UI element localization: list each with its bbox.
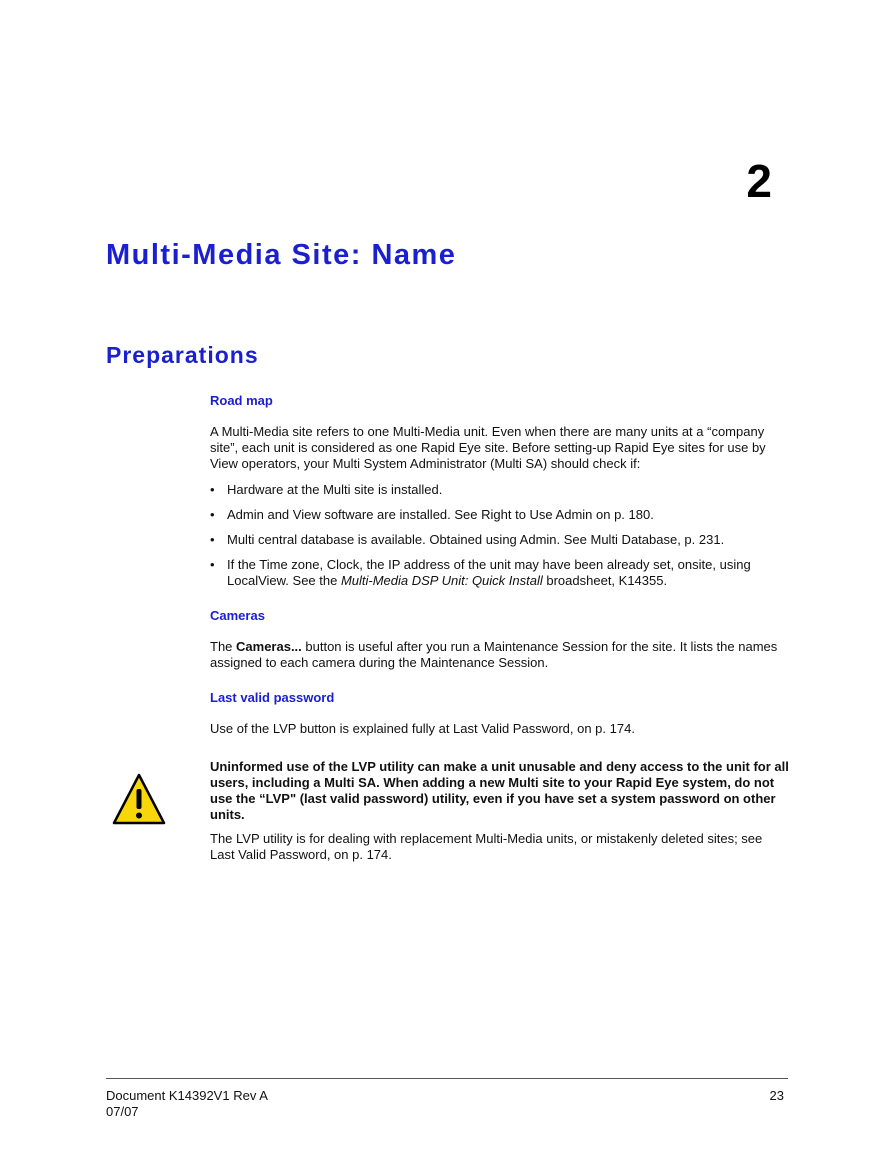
cameras-button-name: Cameras...: [236, 639, 302, 654]
chapter-number: 2: [746, 155, 772, 207]
list-item-text: Hardware at the Multi site is installed.: [227, 482, 443, 497]
bullet-icon: •: [210, 557, 215, 572]
cameras-heading: Cameras: [210, 608, 265, 623]
list-item: [210, 532, 790, 548]
list-item-text: Admin and View software are installed. See Right to Use Admin on p. 180.: [227, 507, 654, 522]
bullet-icon: •: [210, 532, 215, 547]
page-number: 23: [769, 1088, 784, 1103]
list-item: [210, 482, 790, 498]
list-item: [210, 557, 790, 589]
lvp-paragraph: Use of the LVP button is explained fully at Last Valid Password, on p. 174.: [210, 721, 635, 736]
document-number: Document K14392V1 Rev A: [106, 1088, 268, 1103]
roadmap-bullet-list: [210, 482, 790, 589]
roadmap-intro: A Multi-Media site refers to one Multi-Media unit. Even when there are many units at a “company site”, each unit is considered as one Rapid Eye site. Before setting-up Rapid Eye sites for use by View operators, your Multi System Administrator (Multi SA) should check if:: [210, 424, 766, 471]
cameras-paragraph: [210, 639, 790, 671]
warning-text: Uninformed use of the LVP utility can make a unit unusable and deny access to the unit for all users, including a Multi SA. When adding a new Multi site to your Rapid Eye system, do not use the “LVP" (last valid password) utility, even if you have set a system password on other units.: [210, 759, 789, 822]
chapter-title: Multi-Media Site: Name: [106, 239, 457, 271]
warning-triangle-icon: [112, 772, 166, 826]
list-item-text: If the Time zone, Clock, the IP address of the unit may have been already set, onsite, using LocalView. See the: [227, 557, 751, 588]
section-title: Preparations: [106, 342, 259, 368]
body-column: [210, 392, 790, 863]
broadsheet-title: Multi-Media DSP Unit: Quick Install: [340, 573, 543, 588]
footer-rule: [106, 1078, 788, 1079]
lvp-heading: Last valid password: [210, 690, 335, 705]
cameras-text-end: button is useful after you run a Maintenance Session for the site. It lists the names assigned to each camera during the Maintenance Session.: [210, 639, 778, 670]
roadmap-heading: Road map: [210, 393, 273, 408]
list-item-text-end: broadsheet, K14355.: [542, 573, 668, 588]
list-item-text: Multi central database is available. Obtained using Admin. See Multi Database, p. 231.: [227, 532, 725, 547]
cameras-text-start: The: [210, 639, 237, 654]
warning-note: The LVP utility is for dealing with replacement Multi-Media units, or mistakenly deleted sites; see Last Valid Password, on p. 174.: [210, 831, 763, 862]
list-item: [210, 507, 790, 523]
footer-document-info: [106, 1088, 268, 1120]
bullet-icon: •: [210, 482, 215, 497]
document-date: 07/07: [106, 1104, 139, 1119]
bullet-icon: •: [210, 507, 215, 522]
